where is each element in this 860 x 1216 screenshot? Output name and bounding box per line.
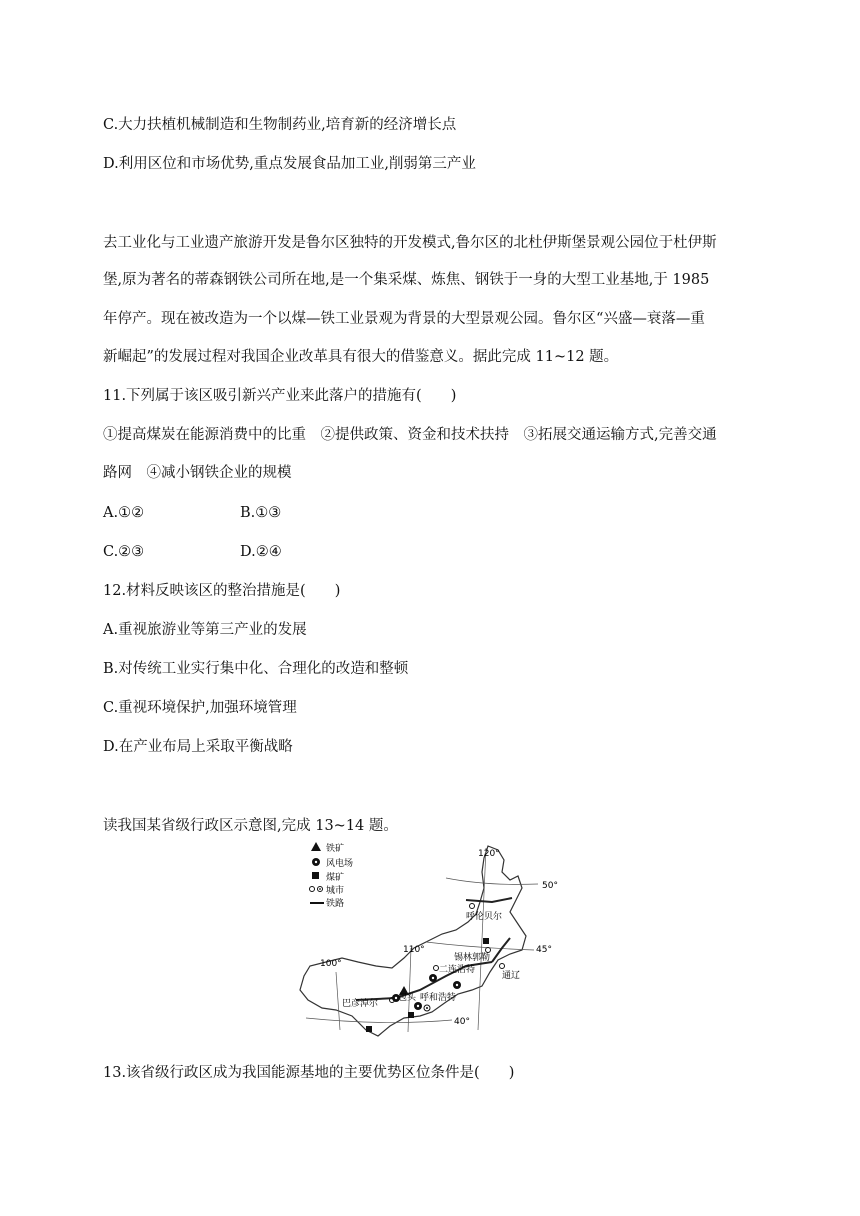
province-map [296, 840, 576, 1040]
q11-option-d: D.②④ [240, 544, 282, 560]
label-110: 110° [403, 945, 425, 955]
label-40: 40° [454, 1017, 470, 1027]
passage-line-1: 去工业化与工业遗产旅游开发是鲁尔区独特的开发模式,鲁尔区的北杜伊斯堡景观公园位于杜伊斯 [103, 235, 717, 251]
q11-options-row-1 [103, 503, 503, 523]
city-tongliao: 通辽 [502, 971, 521, 981]
city-hulunbuir: 呼伦贝尔 [466, 912, 503, 922]
q11-option-c: C.②③ [103, 544, 145, 560]
coal-mine-icon [483, 938, 489, 944]
wind-farm-legend-icon [312, 858, 320, 866]
city-icon [486, 948, 491, 953]
map-intro: 读我国某省级行政区示意图,完成 13~14 题。 [103, 818, 398, 834]
label-120: 120° [478, 849, 500, 859]
q10-option-c: C.大力扶植机械制造和生物制药业,培育新的经济增长点 [103, 117, 457, 133]
city-baotou: 包头 [398, 993, 417, 1003]
passage-line-4: 新崛起”的发展过程对我国企业改革具有很大的借鉴意义。据此完成 11~12 题。 [103, 349, 619, 365]
city-icon [500, 964, 505, 969]
legend-railway: 铁路 [326, 899, 345, 909]
passage-line-2: 堡,原为著名的蒂森钢铁公司所在地,是一个集采煤、炼焦、钢铁于一身的大型工业基地,于 1985 [103, 272, 710, 288]
coal-mine-icon [366, 1026, 372, 1032]
city-hohhot: 呼和浩特 [420, 993, 457, 1003]
label-50: 50° [542, 881, 558, 891]
legend-city: 城市 [326, 886, 345, 896]
q12-option-a: A.重视旅游业等第三产业的发展 [103, 622, 307, 638]
coal-mine-legend-icon [312, 872, 319, 879]
label-100: 100° [320, 959, 342, 969]
q11-options-row-2 [103, 542, 503, 562]
iron-ore-legend-icon [311, 842, 321, 851]
q11-items-line-2: 路网 ④减小钢铁企业的规模 [103, 465, 292, 481]
q11-option-a: A.①② [103, 505, 145, 521]
legend-wind-farm: 风电场 [326, 859, 354, 869]
label-45: 45° [536, 945, 552, 955]
city-icon [434, 966, 439, 971]
coal-mine-icon [408, 1012, 414, 1018]
capital-city-icon [424, 1005, 430, 1011]
city-bayannur: 巴彦淖尔 [342, 999, 379, 1009]
city-legend-icon [310, 887, 323, 892]
legend-iron-ore: 铁矿 [326, 844, 345, 854]
q11-items-line-1: ①提高煤炭在能源消费中的比重 ②提供政策、资金和技术扶持 ③拓展交通运输方式,完善交通 [103, 427, 717, 443]
q10-option-d: D.利用区位和市场优势,重点发展食品加工业,削弱第三产业 [103, 156, 476, 172]
q12-option-b: B.对传统工业实行集中化、合理化的改造和整顿 [103, 661, 409, 677]
city-erenhot: 二连浩特 [439, 965, 476, 975]
wind-farm-icon [453, 981, 461, 989]
q12-option-d: D.在产业布局上采取平衡战略 [103, 739, 293, 755]
wind-farm-icon [429, 974, 437, 982]
q13-stem: 13.该省级行政区成为我国能源基地的主要优势区位条件是( ) [103, 1065, 515, 1081]
city-icon [470, 904, 475, 909]
passage-line-3: 年停产。现在被改造为一个以煤—铁工业景观为背景的大型景观公园。鲁尔区“兴盛—衰落—重 [103, 311, 705, 327]
wind-farm-icon [414, 1002, 422, 1010]
q11-stem: 11.下列属于该区吸引新兴产业来此落户的措施有( ) [103, 388, 457, 404]
q12-stem: 12.材料反映该区的整治措施是( ) [103, 583, 341, 599]
city-xilinhot: 锡林郭勒 [454, 953, 491, 963]
q12-option-c: C.重视环境保护,加强环境管理 [103, 700, 297, 716]
legend-coal-mine: 煤矿 [326, 873, 345, 883]
q11-option-b: B.①③ [240, 505, 282, 521]
